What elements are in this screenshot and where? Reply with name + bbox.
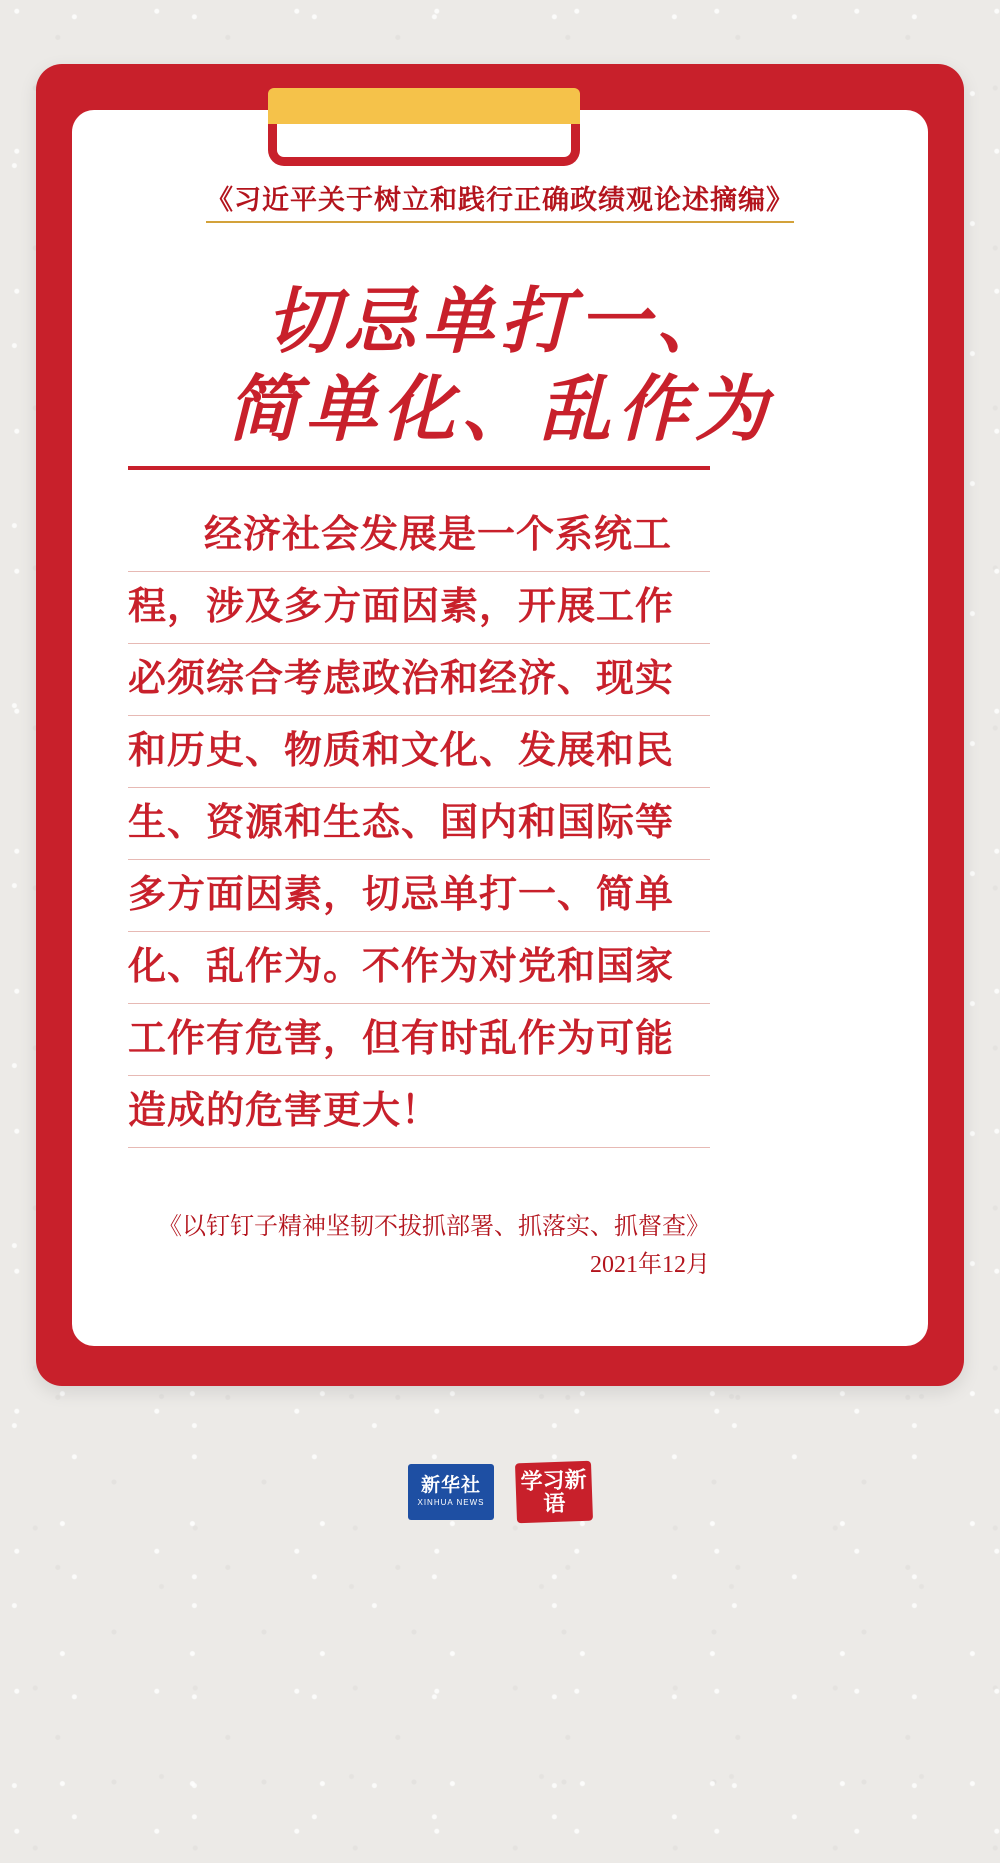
headline-divider	[128, 466, 710, 470]
xinhua-logo-en-text: XINHUA NEWS	[417, 1498, 485, 1508]
quote-line: 和历史、物质和文化、发展和民	[128, 716, 710, 788]
xuexi-logo-text: 学习新语	[520, 1466, 588, 1517]
source-title-text: 《习近平关于树立和践行正确政绩观论述摘编》	[206, 185, 794, 223]
quote-body	[128, 500, 710, 1148]
quote-line: 经济社会发展是一个系统工	[128, 500, 710, 572]
quote-line: 必须综合考虑政治和经济、现实	[128, 644, 710, 716]
xinhua-news-logo	[408, 1464, 494, 1520]
attribution	[128, 1208, 710, 1284]
quote-line: 化、乱作为。不作为对党和国家	[128, 932, 710, 1004]
xuexi-xinyu-logo	[515, 1461, 593, 1524]
headline-line-2: 简单化、乱作为	[226, 370, 773, 450]
quote-line: 工作有危害，但有时乱作为可能	[128, 1004, 710, 1076]
headline	[72, 278, 928, 454]
quote-line: 多方面因素，切忌单打一、简单	[128, 860, 710, 932]
source-title	[72, 178, 928, 217]
quote-line: 程，涉及多方面因素，开展工作	[128, 572, 710, 644]
quote-line: 造成的危害更大！	[128, 1076, 710, 1148]
quote-line: 生、资源和生态、国内和国际等	[128, 788, 710, 860]
footer-logos	[0, 1462, 1000, 1522]
headline-line-1: 切忌单打一、	[265, 282, 734, 362]
attribution-source: 《以钉钉子精神坚韧不拔抓部署、抓落实、抓督查》	[158, 1214, 710, 1240]
xinhua-logo-cn-text: 新华社	[420, 1475, 481, 1497]
attribution-date: 2021年12月	[590, 1252, 710, 1278]
clipboard-clip-bar	[268, 88, 580, 124]
